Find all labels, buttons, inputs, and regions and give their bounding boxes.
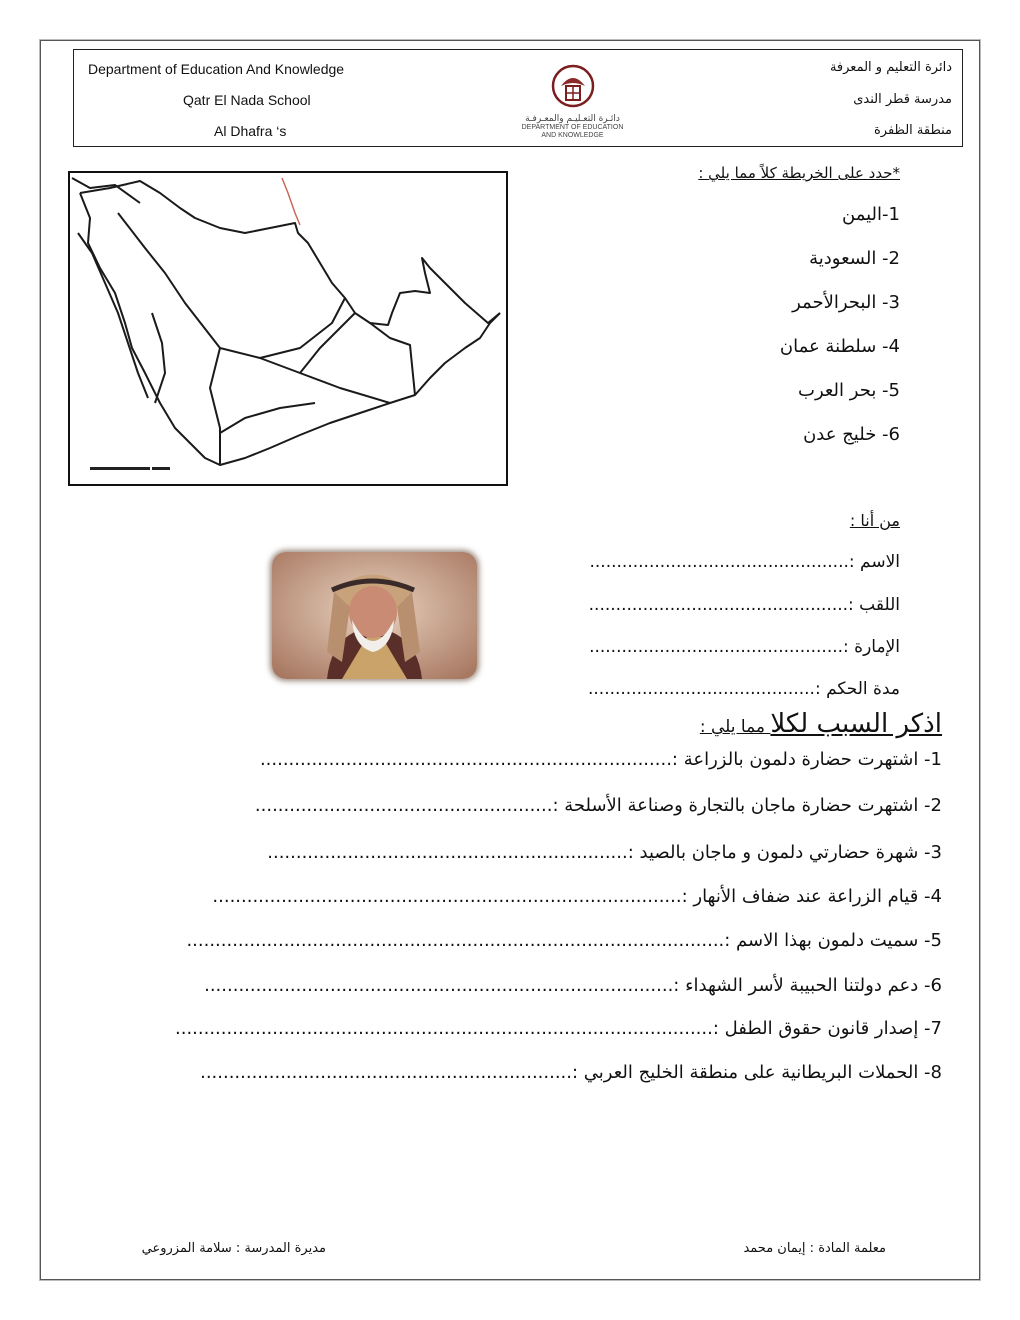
header-ar-school: مدرسة قطر الندى xyxy=(853,92,952,107)
logo-ar-text: دائـرة التعـليـم والمعـرفـة xyxy=(525,114,620,124)
who-field-name: الاسم :................................................ xyxy=(589,552,900,572)
header-en-department: Department of Education And Knowledge xyxy=(88,61,345,77)
reason-item-8: 8- الحملات البريطانية على منطقة الخليج العربي :................................................................. xyxy=(200,1062,942,1083)
header-en-school: Qatr El Nada School xyxy=(183,92,311,108)
header-ar-region: منطقة الظفرة xyxy=(873,123,952,138)
portrait-image-icon xyxy=(272,552,477,679)
reason-item-7: 7- إصدار قانون حقوق الطفل :.............................................................................................. xyxy=(175,1018,942,1039)
map-item-arabian-sea: 5- بحر العرب xyxy=(798,380,900,401)
reason-item-4: 4- قيام الزراعة عند ضفاف الأنهار :.................................................................................. xyxy=(212,886,942,907)
teacher-signature-line: معلمة المادة : إيمان محمد xyxy=(743,1241,886,1256)
reasons-title-small: مما يلي : xyxy=(699,717,771,737)
logo-en-line2: AND KNOWLEDGE xyxy=(541,132,604,139)
map-item-yemen: 1-اليمن xyxy=(842,204,900,225)
reasons-title-big: اذكر السبب لكلا xyxy=(770,709,942,739)
logo-en-line1: DEPARTMENT OF EDUCATION xyxy=(521,124,624,131)
map-item-saudi: 2- السعودية xyxy=(809,248,900,269)
map-item-red-sea: 3- البحرالأحمر xyxy=(792,292,900,313)
who-field-emirate: الإمارة :............................................... xyxy=(589,637,900,657)
reasons-title xyxy=(700,709,942,739)
who-field-rule-period: مدة الحكم :.......................................... xyxy=(587,679,900,699)
reason-item-5: 5- سميت دلمون بهذا الاسم :.............................................................................................. xyxy=(186,930,942,951)
who-am-i-title: من أنا : xyxy=(849,511,900,530)
reason-item-1: 1- اشتهرت حضارة دلمون بالزراعة :........................................................................ xyxy=(259,749,942,770)
principal-signature-line: مديرة المدرسة : سلامة المزروعي xyxy=(141,1241,326,1256)
reason-item-6: 6- دعم دولتنا الحبيبة لأسر الشهداء :.................................................................................. xyxy=(204,975,942,996)
map-item-gulf-aden: 6- خليج عدن xyxy=(803,424,900,445)
map-instruction: *حدد على الخريطة كلاً مما يلي : xyxy=(698,164,900,182)
header-en-region: Al Dhafra ‘s xyxy=(214,123,287,139)
sheikh-portrait xyxy=(272,552,477,679)
header-ar-department: دائرة التعليم و المعرفة xyxy=(829,60,952,75)
who-field-title: اللقب :................................................ xyxy=(588,595,900,615)
reason-item-3: 3- شهرة حضارتي دلمون و ماجان بالصيد :............................................................... xyxy=(267,842,942,863)
arabian-peninsula-map xyxy=(68,171,508,486)
map-outline-icon xyxy=(70,173,506,484)
map-item-oman: 4- سلطنة عمان xyxy=(779,336,900,357)
department-logo xyxy=(505,64,640,139)
falcon-emblem-icon xyxy=(548,64,598,110)
reason-item-2: 2- اشتهرت حضارة ماجان بالتجارة وصناعة الأسلحة :.................................................... xyxy=(254,795,942,816)
